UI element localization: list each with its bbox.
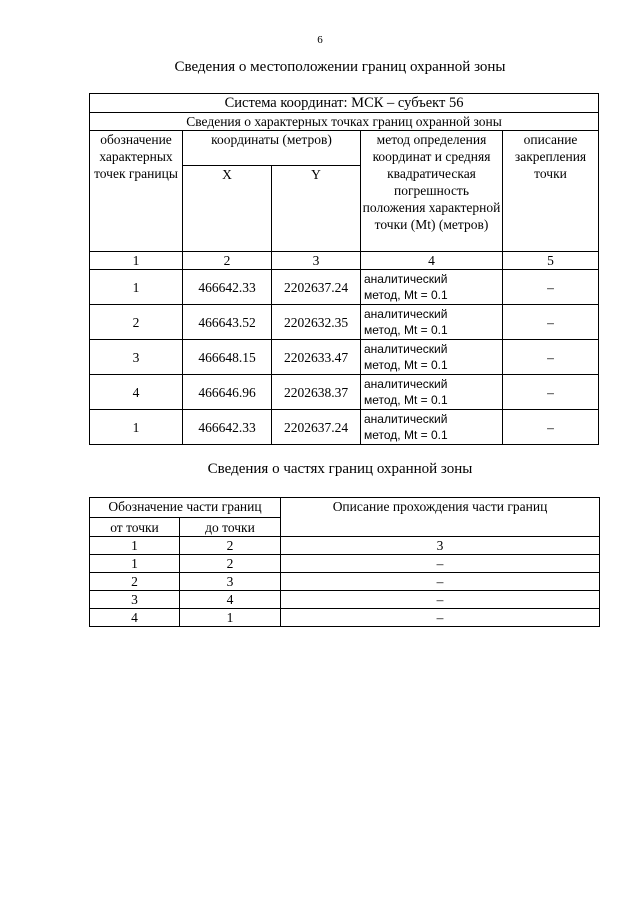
y-cell: 2202632.35	[272, 305, 361, 340]
method-header: метод определения координат и средняя квадратическая погрешность положения характерной точки (Mt) (метров)	[361, 131, 503, 252]
column-number: 1	[90, 537, 180, 555]
x-cell: 466646.96	[183, 375, 272, 410]
points-table-subtitle: Сведения о характерных точках границ охранной зоны	[90, 113, 599, 131]
column-number: 2	[180, 537, 281, 555]
x-header: X	[183, 166, 272, 252]
description-cell: –	[503, 340, 599, 375]
y-cell: 2202638.37	[272, 375, 361, 410]
from-cell: 1	[90, 555, 180, 573]
to-cell: 4	[180, 591, 281, 609]
column-number: 3	[272, 252, 361, 270]
point-cell: 1	[90, 270, 183, 305]
table-row	[90, 591, 600, 609]
x-cell: 466642.33	[183, 410, 272, 445]
description-cell: –	[503, 270, 599, 305]
page-number: 6	[317, 34, 323, 46]
description-cell: –	[281, 591, 600, 609]
from-point-header: от точки	[90, 518, 180, 537]
table-row	[90, 340, 599, 375]
coordinates-header: координаты (метров)	[183, 131, 361, 166]
method-cell: аналитический метод, Mt = 0.1	[361, 340, 503, 375]
from-cell: 4	[90, 609, 180, 627]
column-number: 2	[183, 252, 272, 270]
coordinate-system-title: Система координат: МСК – субъект 56	[90, 94, 599, 113]
column-numbers-row	[90, 537, 600, 555]
method-cell: аналитический метод, Mt = 0.1	[361, 305, 503, 340]
description-cell: –	[503, 305, 599, 340]
column-number: 5	[503, 252, 599, 270]
table-row	[90, 270, 599, 305]
boundary-parts-table	[89, 497, 600, 627]
part-designation-header: Обозначение части границ	[90, 498, 281, 518]
x-cell: 466648.15	[183, 340, 272, 375]
point-cell: 2	[90, 305, 183, 340]
point-cell: 1	[90, 410, 183, 445]
method-cell: аналитический метод, Mt = 0.1	[361, 270, 503, 305]
point-cell: 4	[90, 375, 183, 410]
table-row	[90, 305, 599, 340]
point-designation-header: обозначение характерных точек границы	[90, 131, 183, 252]
column-number: 1	[90, 252, 183, 270]
x-cell: 466642.33	[183, 270, 272, 305]
method-cell: аналитический метод, Mt = 0.1	[361, 410, 503, 445]
x-cell: 466643.52	[183, 305, 272, 340]
column-number: 4	[361, 252, 503, 270]
from-cell: 3	[90, 591, 180, 609]
y-header: Y	[272, 166, 361, 252]
point-cell: 3	[90, 340, 183, 375]
section-heading-parts: Сведения о частях границ охранной зоны	[207, 461, 473, 477]
y-cell: 2202633.47	[272, 340, 361, 375]
y-cell: 2202637.24	[272, 270, 361, 305]
part-description-header: Описание прохождения части границ	[281, 498, 600, 537]
description-cell: –	[281, 573, 600, 591]
description-cell: –	[281, 609, 600, 627]
column-numbers-row	[90, 252, 599, 270]
to-cell: 1	[180, 609, 281, 627]
description-cell: –	[281, 555, 600, 573]
table-row	[90, 410, 599, 445]
column-number: 3	[281, 537, 600, 555]
section-heading-location: Сведения о местоположении границ охранной зоны	[174, 59, 506, 75]
boundary-points-table	[89, 93, 599, 445]
y-cell: 2202637.24	[272, 410, 361, 445]
description-cell: –	[503, 375, 599, 410]
table-row	[90, 573, 600, 591]
to-point-header: до точки	[180, 518, 281, 537]
table-row	[90, 555, 600, 573]
method-cell: аналитический метод, Mt = 0.1	[361, 375, 503, 410]
description-cell: –	[503, 410, 599, 445]
table-row	[90, 375, 599, 410]
fixing-description-header: описание закрепления точки	[503, 131, 599, 252]
to-cell: 2	[180, 555, 281, 573]
table-row	[90, 609, 600, 627]
to-cell: 3	[180, 573, 281, 591]
from-cell: 2	[90, 573, 180, 591]
